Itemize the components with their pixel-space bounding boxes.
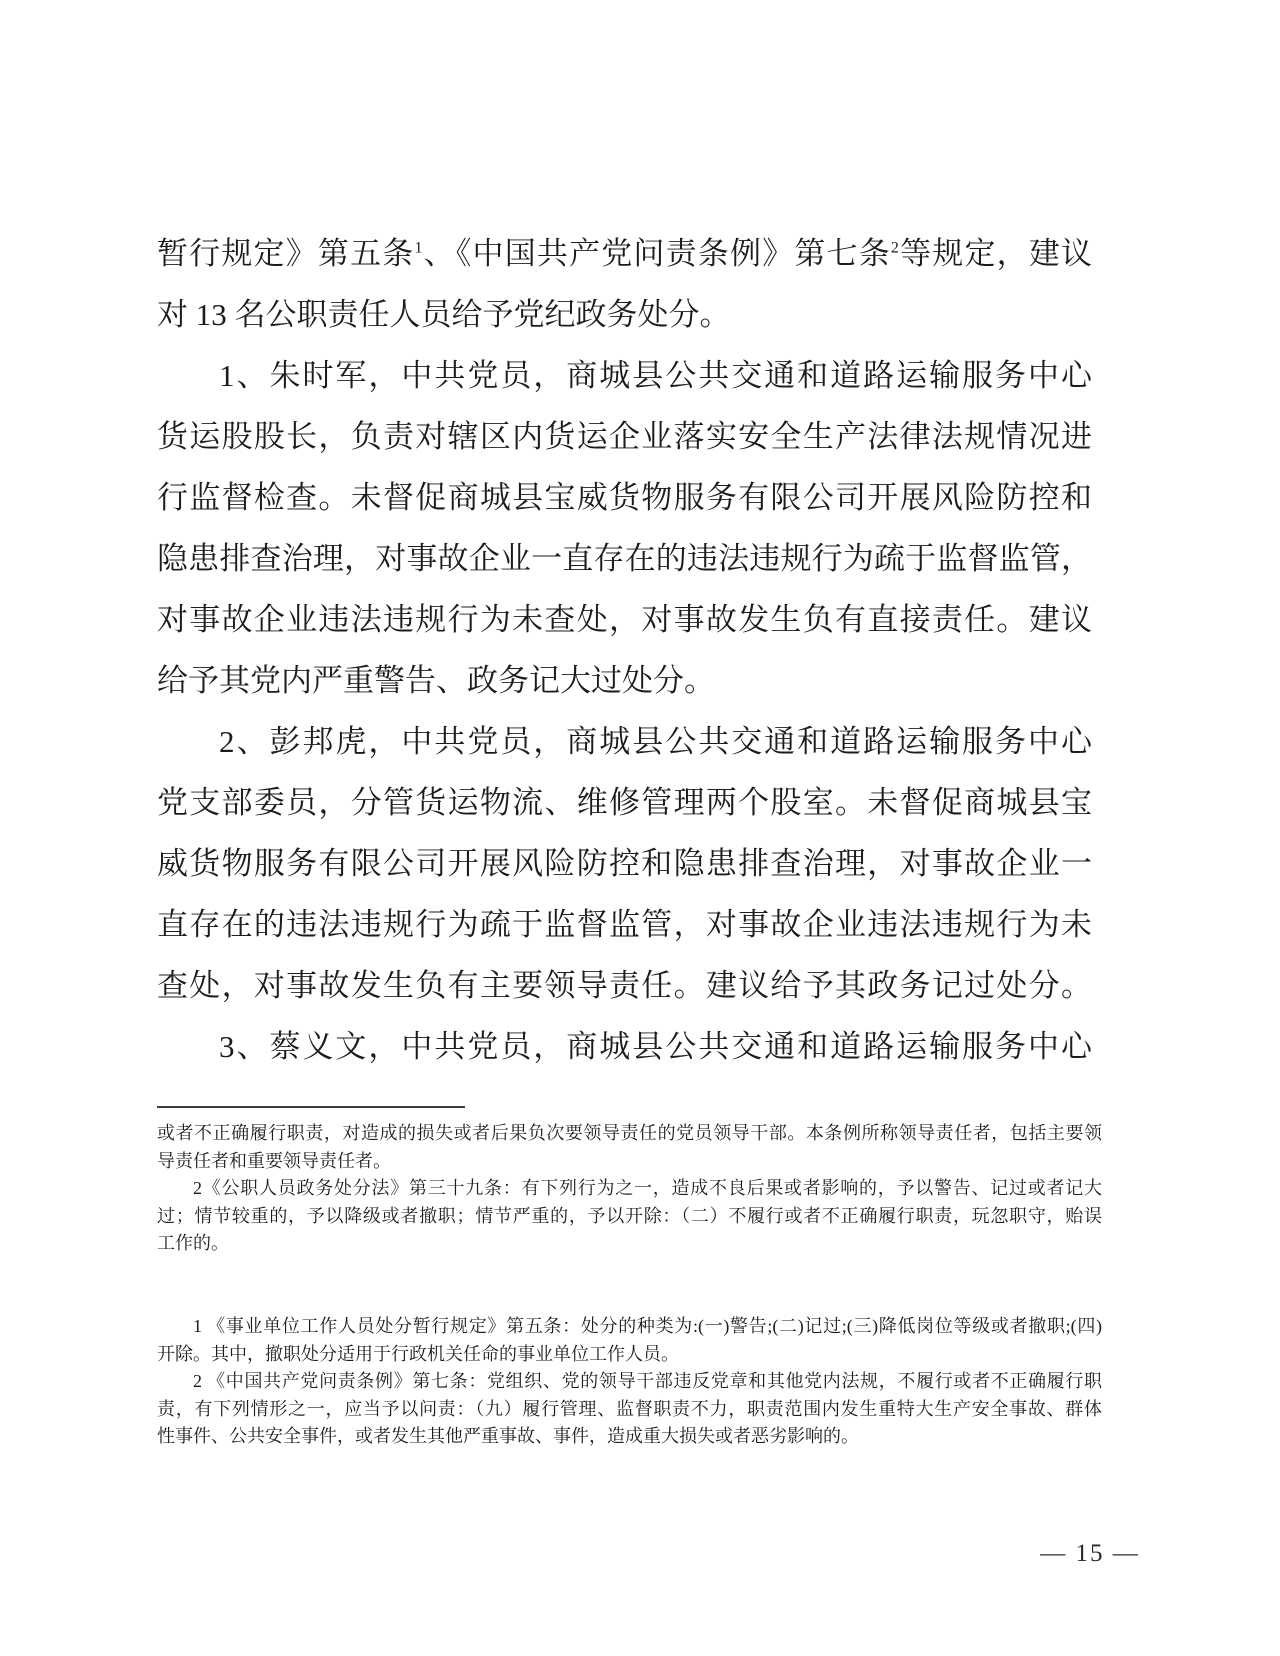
footnote-line: [157, 1368, 1102, 1396]
text-segment: 2、彭邦虎，中共党员，商城县公共交通和道路运输服务中心: [219, 724, 1092, 759]
footnotes-current-block: [157, 1313, 1102, 1451]
footnotes-continued-block: [157, 1120, 1102, 1258]
page-number: — 15 —: [1040, 1540, 1140, 1567]
body-text-line: [157, 894, 1092, 955]
text-segment: 直存在的违法违规行为疏于监督监管，对事故企业违法违规行为未: [157, 907, 1092, 942]
text-segment: 威货物服务有限公司开展风险防控和隐患排查治理，对事故企业一: [157, 846, 1092, 881]
body-text-line: [157, 223, 1092, 284]
body-text-line: [157, 589, 1092, 650]
text-segment: 党支部委员，分管货运物流、维修管理两个股室。未督促商城县宝: [157, 785, 1092, 820]
text-segment: 导责任者和重要领导责任者。: [157, 1150, 391, 1171]
footnote-line: [157, 1230, 1102, 1258]
text-segment: 工作的。: [157, 1233, 229, 1254]
body-text-line: [157, 406, 1092, 467]
body-text-line: [157, 528, 1092, 589]
footnote-line: [157, 1396, 1102, 1424]
text-segment: 或者不正确履行职责，对造成的损失或者后果负次要领导责任的党员领导干部。本条例所称领导责任者，包括主要领: [157, 1123, 1102, 1143]
body-text-line: [157, 772, 1092, 833]
body-text-line: [157, 284, 1092, 345]
text-segment: 等规定，建议: [898, 236, 1093, 271]
text-segment: 过；情节较重的，予以降级或者撤职；情节严重的，予以开除：（二）不履行或者不正确履行职责，玩忽职守，贻误: [157, 1205, 1102, 1226]
text-segment: 、《中国共产党问责条例》第七条: [422, 236, 891, 271]
text-segment: 2 《中国共产党问责条例》第七条：党组织、党的领导干部违反党章和其他党内法规，不履行或者不正确履行职: [193, 1371, 1102, 1392]
footnote-line: [157, 1175, 1102, 1203]
text-segment: 隐患排查治理，对事故企业一直存在的违法违规行为疏于监督监管，: [157, 541, 1092, 576]
text-segment: 对事故企业违法违规行为未查处，对事故发生负有直接责任。建议: [157, 602, 1092, 637]
text-segment: 行监督检查。未督促商城县宝威货物服务有限公司开展风险防控和: [157, 480, 1092, 515]
text-segment: 性事件、公共安全事件，或者发生其他严重事故、事件，造成重大损失或者恶劣影响的。: [157, 1426, 859, 1447]
document-body: [157, 223, 1092, 1077]
text-segment: 对 13 名公职责任人员给予党纪政务处分。: [157, 297, 731, 332]
text-segment: 给予其党内严重警告、政务记大过处分。: [157, 663, 715, 698]
footnote-line: [157, 1120, 1102, 1148]
text-segment: 3、蔡义文，中共党员，商城县公共交通和道路运输服务中心: [219, 1029, 1092, 1064]
text-segment: 1 《事业单位工作人员处分暂行规定》第五条：处分的种类为:(一)警告;(二)记过;(三)降低岗位等级或者撤职;(四): [193, 1316, 1102, 1336]
body-text-line: [157, 345, 1092, 406]
footnote-line: [157, 1203, 1102, 1231]
body-text-line: [157, 711, 1092, 772]
body-text-line: [157, 467, 1092, 528]
footnote-line: [157, 1313, 1102, 1341]
footnote-separator-rule: [157, 1106, 465, 1108]
text-segment: 1、朱时军，中共党员，商城县公共交通和道路运输服务中心: [219, 358, 1092, 393]
footnote-line: [157, 1423, 1102, 1451]
footnote-reference-superscript: 1: [414, 239, 423, 257]
body-text-line: [157, 1016, 1092, 1077]
text-segment: 责，有下列情形之一，应当予以问责：（九）履行管理、监督职责不力，职责范围内发生重特大生产安全事故、群体: [157, 1398, 1102, 1419]
body-text-line: [157, 650, 1092, 711]
footnote-line: [157, 1341, 1102, 1369]
body-text-line: [157, 833, 1092, 894]
body-text-line: [157, 955, 1092, 1016]
text-segment: 暂行规定》第五条: [157, 236, 415, 271]
text-segment: 查处，对事故发生负有主要领导责任。建议给予其政务记过处分。: [157, 968, 1092, 1003]
footnote-reference-superscript: 2: [890, 239, 899, 257]
footnote-line: [157, 1148, 1102, 1176]
text-segment: 开除。其中，撤职处分适用于行政机关任命的事业单位工作人员。: [157, 1343, 679, 1364]
text-segment: 货运股股长，负责对辖区内货运企业落实安全生产法律法规情况进: [157, 419, 1092, 454]
text-segment: 2《公职人员政务处分法》第三十九条：有下列行为之一，造成不良后果或者影响的，予以警告、记过或者记大: [193, 1178, 1102, 1199]
